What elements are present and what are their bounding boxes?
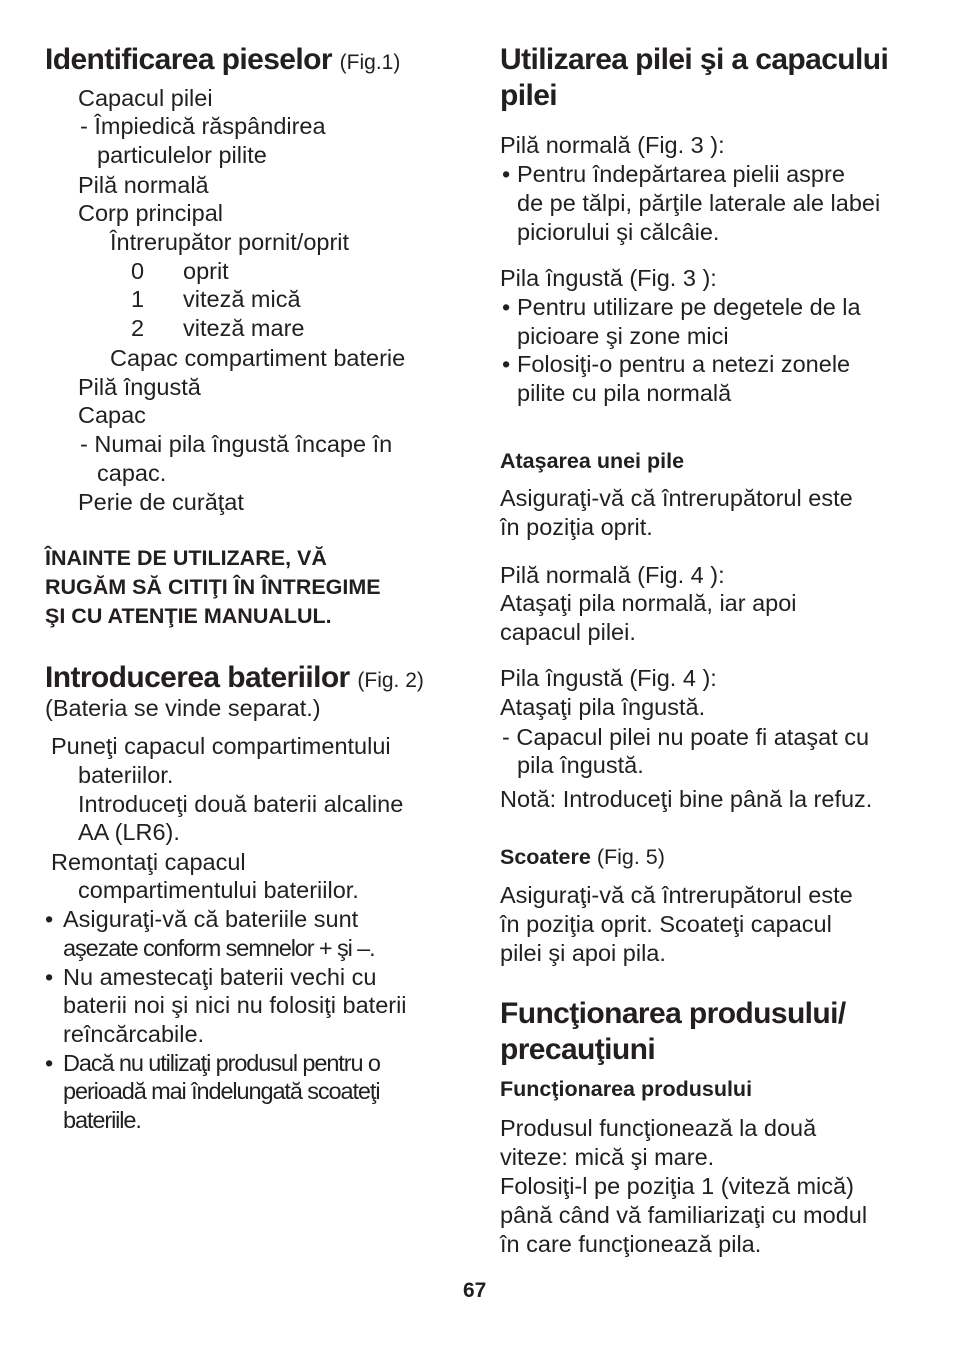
remove-fig-ref: (Fig. 5): [596, 845, 665, 869]
remove-line: în poziţia oprit. Scoateţi capacul: [500, 911, 832, 937]
warning-line: ŞI CU ATENŢIE MANUALUL.: [45, 604, 332, 628]
switch-position-label: oprit: [183, 258, 229, 284]
use-line: picioare şi zone mici: [517, 323, 729, 349]
function-line: Folosiţi-l pe poziţia 1 (viteză mică): [500, 1173, 854, 1199]
bullet: •: [502, 351, 511, 377]
part-item: Pilă îngustă: [78, 374, 201, 400]
switch-position-number: 2: [131, 315, 145, 341]
attach-line: capacul pilei.: [500, 619, 636, 645]
part-item-note: capac.: [97, 460, 167, 486]
attach-line: Ataşaţi pila îngustă.: [500, 694, 706, 720]
battery-fig-ref: (Fig. 2): [357, 669, 424, 692]
use-line: piciorului şi călcâie.: [517, 219, 720, 245]
use-line: de pe tălpi, părţile laterale ale labei: [517, 190, 881, 216]
battery-tip: baterii noi şi nici nu folosiţi baterii: [63, 992, 407, 1018]
bullet: •: [45, 964, 54, 990]
battery-step: Puneţi capacul compartimentului: [51, 733, 391, 759]
attach-line: Ataşaţi pila normală, iar apoi: [500, 590, 797, 616]
battery-step: compartimentului bateriilor.: [78, 877, 359, 903]
part-item-note: - Numai pila îngustă încape în: [80, 431, 393, 457]
use-title: Utilizarea pilei şi a capacului: [500, 43, 889, 76]
remove-heading: [500, 843, 665, 872]
battery-tip: aşezate conform semnelor + şi –.: [63, 935, 375, 961]
use-line: Pentru utilizare pe degetele de la: [517, 294, 861, 320]
use-line: pilite cu pila normală: [517, 380, 732, 406]
use-line: Pentru îndepărtarea pielii aspre: [517, 161, 845, 187]
function-line: Produsul funcţionează la două: [500, 1115, 817, 1141]
battery-title: Introducerea bateriilor: [45, 661, 350, 694]
part-item: Capac: [78, 402, 146, 428]
warning-line: RUGĂM SĂ CITIŢI ÎN ÎNTREGIME: [45, 575, 381, 599]
battery-tip: bateriile.: [63, 1107, 141, 1133]
function-line: în care funcţionează pila.: [500, 1231, 762, 1257]
parts-fig-ref: (Fig.1): [339, 51, 401, 74]
switch-position-label: viteză mare: [183, 315, 305, 341]
remove-line: pilei şi apoi pila.: [500, 940, 666, 966]
part-subitem: Capac compartiment baterie: [110, 345, 406, 371]
battery-tip: Nu amestecaţi baterii vechi cu: [63, 964, 377, 990]
use-title: pilei: [500, 79, 558, 112]
battery-tip: reîncărcabile.: [63, 1021, 205, 1047]
function-title: precauţiuni: [500, 1033, 656, 1066]
battery-note: (Bateria se vinde separat.): [45, 695, 321, 721]
switch-position-label: viteză mică: [183, 286, 301, 312]
attach-line: Pilă normală (Fig. 4 ):: [500, 562, 725, 588]
part-item: Pilă normală: [78, 172, 209, 198]
page-number: 67: [463, 1279, 487, 1302]
attach-title: Ataşarea unei pile: [500, 449, 685, 473]
parts-title: Identificarea pieselor: [45, 43, 332, 76]
battery-tip: Dacă nu utilizaţi produsul pentru o: [63, 1050, 380, 1076]
part-item-note: - Împiedică răspândirea: [80, 113, 326, 139]
battery-tip: perioadă mai îndelungată scoateţi: [63, 1078, 380, 1104]
remove-title: Scoatere: [500, 845, 591, 869]
bullet: •: [45, 906, 54, 932]
part-subitem: Întrerupător pornit/oprit: [110, 229, 350, 255]
bullet: •: [502, 294, 511, 320]
attach-note: Notă: Introduceţi bine până la refuz.: [500, 786, 873, 812]
attach-line: pila îngustă.: [517, 752, 644, 778]
part-item: Corp principal: [78, 200, 223, 226]
switch-position-number: 0: [131, 258, 145, 284]
bullet: •: [45, 1050, 54, 1076]
function-title: Funcţionarea produsului/: [500, 997, 846, 1030]
warning-line: ÎNAINTE DE UTILIZARE, VĂ: [45, 546, 327, 570]
remove-line: Asiguraţi-vă că întrerupătorul este: [500, 882, 853, 908]
function-line: viteze: mică şi mare.: [500, 1144, 715, 1170]
attach-line: Pila îngustă (Fig. 4 ):: [500, 665, 717, 691]
attach-line: - Capacul pilei nu poate fi ataşat cu: [502, 724, 870, 750]
battery-step: bateriilor.: [78, 762, 174, 788]
function-subtitle: Funcţionarea produsului: [500, 1077, 753, 1101]
part-item-note: particulelor pilite: [97, 142, 267, 168]
use-line: Folosiţi-o pentru a netezi zonele: [517, 351, 851, 377]
function-line: până când vă familiarizaţi cu modul: [500, 1202, 868, 1228]
switch-position-number: 1: [131, 286, 145, 312]
battery-step: AA (LR6).: [78, 819, 180, 845]
bullet: •: [502, 161, 511, 187]
part-item: Perie de curăţat: [78, 489, 244, 515]
use-line: Pilă normală (Fig. 3 ):: [500, 132, 725, 158]
part-item: Capacul pilei: [78, 85, 213, 111]
parts-heading: [45, 42, 400, 81]
use-line: Pila îngustă (Fig. 3 ):: [500, 265, 717, 291]
battery-step: Introduceţi două baterii alcaline: [78, 791, 404, 817]
attach-line: în poziţia oprit.: [500, 514, 653, 540]
battery-step: Remontaţi capacul: [51, 849, 246, 875]
attach-line: Asiguraţi-vă că întrerupătorul este: [500, 485, 853, 511]
battery-tip: Asiguraţi-vă că bateriile sunt: [63, 906, 359, 932]
